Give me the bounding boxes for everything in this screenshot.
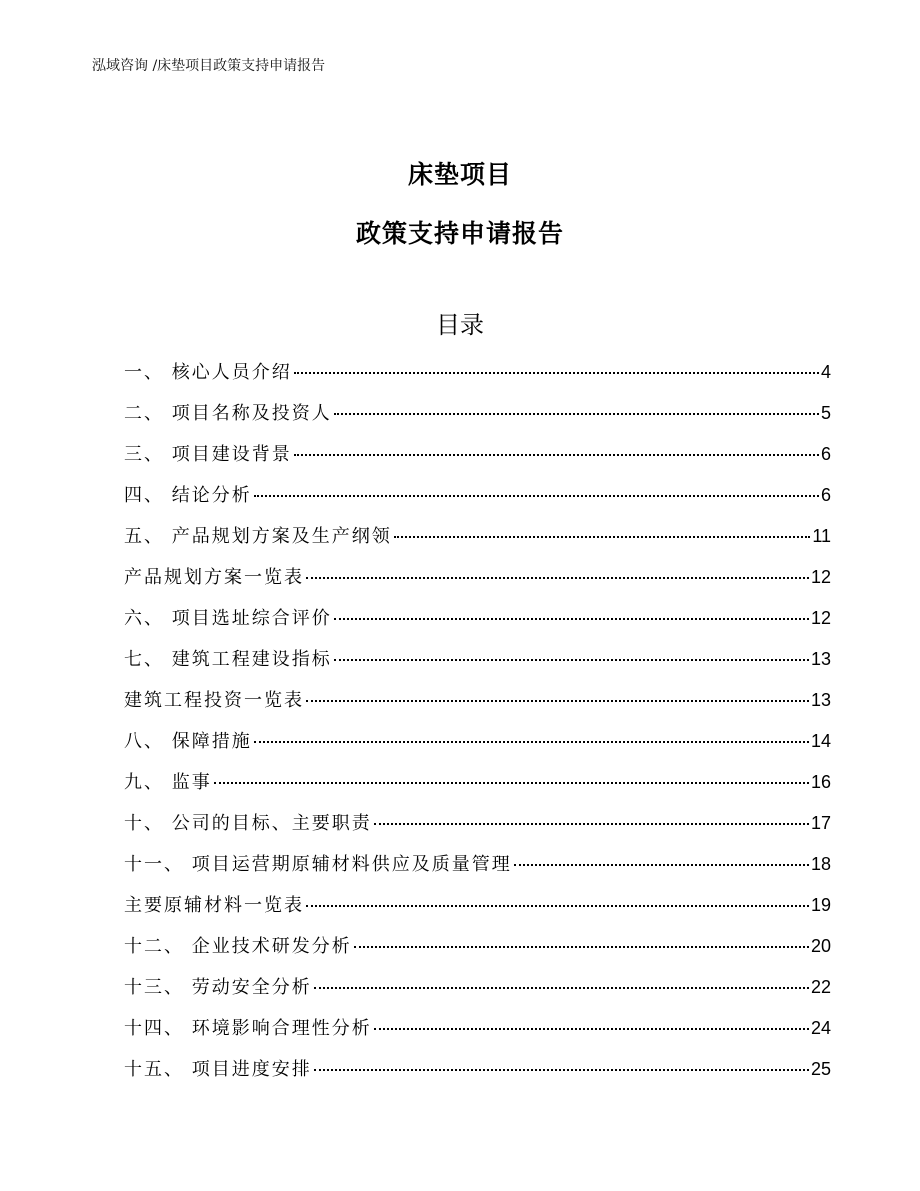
toc-entry[interactable] [124, 893, 831, 934]
toc-entry[interactable] [124, 442, 831, 483]
toc-entry-label: 二、 项目名称及投资人 [124, 403, 332, 424]
toc-leader-dots [334, 413, 819, 415]
toc-leader-dots [514, 864, 809, 866]
running-header: 泓域咨询 /床垫项目政策支持申请报告 [92, 58, 326, 74]
toc-leader-dots [306, 577, 809, 579]
toc-entry[interactable] [124, 688, 831, 729]
toc-leader-dots [374, 1028, 809, 1030]
toc-entry-label: 主要原辅材料一览表 [124, 895, 304, 916]
toc-entry-label: 三、 项目建设背景 [124, 444, 292, 465]
toc-entry-page: 12 [810, 567, 831, 587]
toc-entry[interactable] [124, 852, 831, 893]
toc-leader-dots [394, 536, 811, 538]
toc-entry-label: 十三、 劳动安全分析 [124, 977, 312, 998]
toc-entry[interactable] [124, 975, 831, 1016]
document-title-line1: 床垫项目 [407, 160, 512, 189]
toc-entry-page: 24 [810, 1018, 831, 1038]
toc-leader-dots [354, 946, 809, 948]
toc-entry[interactable] [124, 647, 831, 688]
toc-leader-dots [254, 741, 809, 743]
toc-entry[interactable] [124, 770, 831, 811]
toc-entry-label: 十四、 环境影响合理性分析 [124, 1018, 372, 1039]
toc-entry-page: 22 [810, 977, 831, 997]
toc-entry-page: 13 [810, 690, 831, 710]
toc-entry[interactable] [124, 483, 831, 524]
toc-heading: 目录 [436, 311, 484, 339]
toc-entry-label: 产品规划方案一览表 [124, 567, 304, 588]
toc-entry-page: 12 [810, 608, 831, 628]
toc-entry-label: 七、 建筑工程建设指标 [124, 649, 332, 670]
toc-entry-page: 17 [810, 813, 831, 833]
toc-entry-label: 十五、 项目进度安排 [124, 1059, 312, 1080]
toc-entry-page: 19 [810, 895, 831, 915]
toc-entry[interactable] [124, 811, 831, 852]
toc-leader-dots [334, 659, 809, 661]
toc-leader-dots [254, 495, 819, 497]
toc-leader-dots [306, 700, 809, 702]
toc-entry-label: 十一、 项目运营期原辅材料供应及质量管理 [124, 854, 512, 875]
toc-entry[interactable] [124, 565, 831, 606]
toc-entry-page: 16 [810, 772, 831, 792]
toc-entry-label: 建筑工程投资一览表 [124, 690, 304, 711]
toc-entry-label: 四、 结论分析 [124, 485, 252, 506]
toc-entry[interactable] [124, 1016, 831, 1057]
toc-entry-page: 14 [810, 731, 831, 751]
toc-entry[interactable] [124, 934, 831, 975]
toc-entry-page: 13 [810, 649, 831, 669]
toc-entry-label: 一、 核心人员介绍 [124, 362, 292, 383]
toc-entry-page: 20 [810, 936, 831, 956]
toc-entry-page: 4 [820, 362, 831, 382]
document-title-line2: 政策支持申请报告 [355, 219, 564, 248]
toc-entry[interactable] [124, 360, 831, 401]
toc-entry-label: 九、 监事 [124, 772, 212, 793]
toc-leader-dots [314, 987, 809, 989]
toc-entry-label: 十、 公司的目标、主要职责 [124, 813, 372, 834]
toc-leader-dots [374, 823, 809, 825]
toc-leader-dots [334, 618, 809, 620]
toc-leader-dots [294, 454, 819, 456]
toc-entry[interactable] [124, 1057, 831, 1098]
toc-entry-label: 五、 产品规划方案及生产纲领 [124, 526, 392, 547]
toc-entry-label: 八、 保障措施 [124, 731, 252, 752]
table-of-contents [124, 360, 831, 1098]
toc-leader-dots [314, 1069, 809, 1071]
toc-entry-page: 6 [820, 485, 831, 505]
toc-entry-page: 6 [820, 444, 831, 464]
toc-entry[interactable] [124, 606, 831, 647]
toc-entry-label: 六、 项目选址综合评价 [124, 608, 332, 629]
toc-entry-page: 25 [810, 1059, 831, 1079]
toc-entry[interactable] [124, 729, 831, 770]
toc-leader-dots [294, 372, 819, 374]
toc-entry[interactable] [124, 524, 831, 565]
toc-entry-page: 18 [810, 854, 831, 874]
toc-leader-dots [306, 905, 809, 907]
toc-entry-page: 5 [820, 403, 831, 423]
toc-entry[interactable] [124, 401, 831, 442]
toc-entry-label: 十二、 企业技术研发分析 [124, 936, 352, 957]
toc-entry-page: 11 [812, 526, 831, 546]
toc-leader-dots [214, 782, 809, 784]
